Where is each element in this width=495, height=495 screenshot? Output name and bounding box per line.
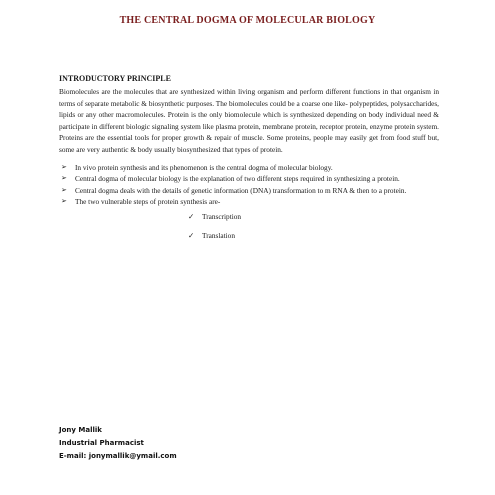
list-item-text: Central dogma of molecular biology is the explanation of two different steps required in synthesizing a protein. [75, 174, 400, 184]
bullet-list [59, 162, 439, 208]
list-item [188, 211, 439, 222]
list-item [59, 185, 439, 197]
list-item [59, 196, 439, 208]
author-signature [59, 424, 177, 463]
arrowhead-bullet-icon: ➢ [61, 185, 67, 194]
steps-list [59, 211, 439, 241]
list-item-text: The two vulnerable steps of protein synthesis are- [75, 197, 221, 207]
author-name: Jony Mallik [59, 426, 102, 434]
author-role: Industrial Pharmacist [59, 439, 144, 447]
section-heading: INTRODUCTORY PRINCIPLE [59, 74, 171, 83]
document-title: THE CENTRAL DOGMA OF MOLECULAR BIOLOGY [119, 15, 376, 26]
list-item-text: In vivo protein synthesis and its phenomenon is the central dogma of molecular biology. [75, 162, 333, 172]
check-mark-icon: ✓ [188, 211, 195, 221]
intro-paragraph: Biomolecules are the molecules that are synthesized within living organism and perform different functions in that organism in terms of separate metabolic & biosynthetic purposes. The biomolecules could be a coarse one like- polypeptides, polysaccharides, lipids or any other macromolecules. Protein is the only biomolecule which is synthesized depending on body individual need & participate in different biologic signaling system like plasma protein, membrane protein, receptor protein, enzyme protein system. Proteins are the essential tools for proper growth & repair of muscle. Some proteins, people may easily get from food stuff but, some are very authentic & body usually biosynthesized that types of protein. [59, 87, 439, 154]
list-item [188, 230, 439, 241]
step-label: Translation [202, 230, 235, 240]
document-body [59, 74, 439, 249]
step-label: Transcription [202, 211, 242, 221]
list-item-text: Central dogma deals with the details of genetic information (DNA) transformation to m RNA & then to a protein. [75, 185, 407, 195]
list-item [59, 173, 439, 185]
arrowhead-bullet-icon: ➢ [61, 174, 67, 183]
list-item [59, 162, 439, 174]
arrowhead-bullet-icon: ➢ [61, 197, 67, 206]
author-email: E-mail: jonymallik@ymail.com [59, 452, 177, 460]
check-mark-icon: ✓ [188, 230, 195, 240]
arrowhead-bullet-icon: ➢ [61, 162, 67, 171]
